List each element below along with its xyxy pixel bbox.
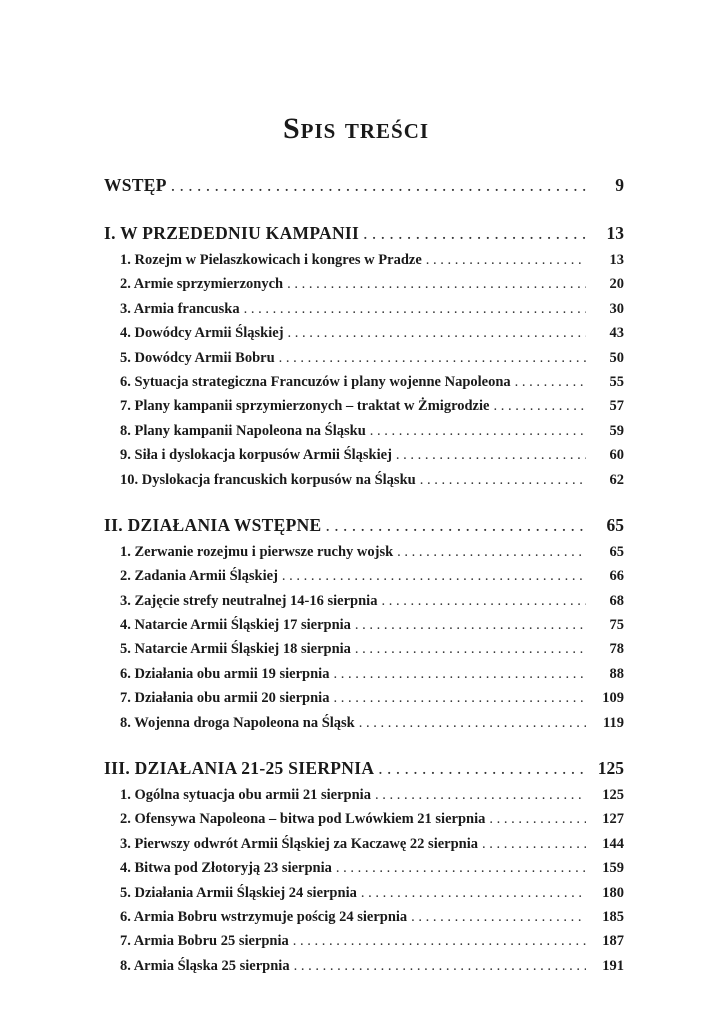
toc-entry — [104, 881, 624, 905]
toc-chapter — [104, 753, 624, 783]
toc-entry-label: 3. Zajęcie strefy neutralnej 14-16 sierpnia — [120, 592, 378, 609]
toc-entry-page: 66 — [609, 568, 624, 585]
leader-dots — [244, 297, 586, 321]
toc-chapter-label: II. DZIAŁANIA WSTĘPNE — [104, 514, 322, 535]
leader-dots — [355, 637, 586, 661]
toc-entry-page: 144 — [602, 835, 624, 852]
toc-entry-label: 5. Dowódcy Armii Bobru — [120, 349, 275, 366]
toc-entry — [104, 272, 624, 296]
toc-chapters — [104, 218, 624, 978]
toc-entry — [104, 856, 624, 880]
table-of-contents — [104, 170, 624, 978]
toc-entry — [104, 929, 624, 953]
leader-dots — [375, 783, 586, 807]
toc-entry — [104, 419, 624, 443]
leader-dots — [294, 954, 586, 978]
leader-dots — [411, 905, 586, 929]
toc-entry — [104, 443, 624, 467]
toc-entry-page: 59 — [609, 422, 624, 439]
toc-entry-label: 2. Armie sprzymierzonych — [120, 276, 284, 293]
toc-entry-label: 4. Dowódcy Armii Śląskiej — [120, 325, 284, 342]
toc-entry — [104, 954, 624, 978]
toc-entry — [104, 589, 624, 613]
toc-entry-label: 9. Siła i dyslokacja korpusów Armii Śląskiej — [120, 447, 392, 464]
toc-entry — [104, 905, 624, 929]
leader-dots — [359, 711, 586, 735]
leader-dots — [397, 540, 586, 564]
toc-entry-page: 55 — [609, 373, 624, 390]
toc-entry-label: 4. Natarcie Armii Śląskiej 17 sierpnia — [120, 617, 351, 634]
page-title: Spis treści — [282, 112, 430, 145]
leader-dots — [363, 218, 586, 248]
toc-entry — [104, 468, 624, 492]
leader-dots — [420, 468, 586, 492]
toc-entry — [104, 613, 624, 637]
toc-entry-page: 65 — [609, 543, 624, 560]
leader-dots — [171, 170, 586, 200]
toc-entry-label: 6. Działania obu armii 19 sierpnia — [120, 665, 330, 682]
toc-entry-page: 119 — [603, 714, 624, 731]
toc-entry-label: 7. Armia Bobru 25 sierpnia — [120, 933, 289, 950]
toc-intro-page: 9 — [615, 175, 624, 195]
toc-entry-label: 3. Armia francuska — [120, 300, 240, 317]
toc-entry-page: 57 — [609, 398, 624, 415]
toc-entry-label: 1. Zerwanie rozejmu i pierwsze ruchy wojsk — [120, 543, 394, 560]
leader-dots — [370, 419, 586, 443]
toc-entry — [104, 832, 624, 856]
leader-dots — [293, 929, 586, 953]
toc-entry-label: 4. Bitwa pod Złotoryją 23 sierpnia — [120, 860, 332, 877]
toc-entry-page: 185 — [602, 908, 624, 925]
toc-entry-page: 75 — [609, 617, 624, 634]
toc-entry-page: 159 — [602, 860, 624, 877]
toc-entry-page: 125 — [602, 787, 624, 804]
toc-entry-label: 6. Armia Bobru wstrzymuje pościg 24 sierpnia — [120, 908, 408, 925]
leader-dots — [381, 589, 586, 613]
toc-entry-label: 5. Natarcie Armii Śląskiej 18 sierpnia — [120, 641, 351, 658]
toc-chapter-label: I. W PRZEDEDNIU KAMPANII — [104, 223, 360, 243]
toc-entry — [104, 540, 624, 564]
toc-entry-page: 20 — [609, 276, 624, 293]
toc-entry — [104, 807, 624, 831]
toc-entry — [104, 662, 624, 686]
toc-entry-label: 7. Działania obu armii 20 sierpnia — [120, 690, 330, 707]
leader-dots — [378, 753, 586, 783]
leader-dots — [287, 272, 586, 296]
toc-entry-page: 50 — [609, 349, 624, 366]
toc-entry-page: 43 — [609, 325, 624, 342]
leader-dots — [489, 807, 586, 831]
toc-entry-label: 1. Rozejm w Pielaszkowicach i kongres w Pradze — [120, 252, 422, 268]
toc-entry-label: 7. Plany kampanii sprzymierzonych – traktat w Żmigrodzie — [120, 398, 490, 415]
leader-dots — [288, 321, 586, 345]
toc-entry-page: 109 — [602, 690, 624, 707]
leader-dots — [482, 832, 586, 856]
toc-entry — [104, 637, 624, 661]
toc-entry — [104, 321, 624, 345]
toc-entry-page: 187 — [602, 933, 624, 950]
toc-entry — [104, 370, 624, 394]
toc-entry-label: 1. Ogólna sytuacja obu armii 21 sierpnia — [120, 787, 371, 804]
leader-dots — [336, 856, 586, 880]
leader-dots — [326, 510, 587, 540]
leader-dots — [361, 881, 586, 905]
toc-entry — [104, 248, 624, 272]
toc-entry-label: 8. Plany kampanii Napoleona na Śląsku — [120, 422, 366, 439]
leader-dots — [396, 443, 586, 467]
toc-entry-label: 8. Wojenna droga Napoleona na Śląsk — [120, 714, 355, 731]
toc-entry-page: 13 — [609, 252, 624, 268]
leader-dots — [282, 564, 586, 588]
toc-entry — [104, 297, 624, 321]
toc-entry-page: 60 — [609, 447, 624, 464]
toc-chapter — [104, 510, 624, 540]
leader-dots — [279, 346, 586, 370]
leader-dots — [493, 394, 586, 418]
toc-entry-label: 6. Sytuacja strategiczna Francuzów i plany wojenne Napoleona — [120, 373, 511, 390]
toc-entry-label: 8. Armia Śląska 25 sierpnia — [120, 957, 290, 974]
toc-entry — [104, 394, 624, 418]
toc-entry-page: 68 — [609, 592, 624, 609]
toc-entry — [104, 346, 624, 370]
toc-chapter — [104, 218, 624, 248]
leader-dots — [333, 662, 586, 686]
toc-entry-page: 191 — [602, 957, 624, 974]
toc-entry-page: 62 — [609, 471, 624, 488]
toc-intro-label: WSTĘP — [104, 175, 167, 195]
toc-entry-label: 2. Ofensywa Napoleona – bitwa pod Lwówkiem 21 sierpnia — [120, 811, 486, 828]
toc-entry-page: 180 — [602, 884, 624, 901]
toc-intro — [104, 170, 624, 200]
toc-chapter-page: 65 — [606, 514, 624, 535]
toc-entry-page: 30 — [609, 300, 624, 317]
toc-entry-label: 2. Zadania Armii Śląskiej — [120, 568, 278, 585]
toc-entry-label: 5. Działania Armii Śląskiej 24 sierpnia — [120, 884, 357, 901]
toc-chapter-page: 13 — [606, 223, 624, 243]
toc-entry-page: 78 — [609, 641, 624, 658]
toc-entry-label: 3. Pierwszy odwrót Armii Śląskiej za Kaczawę 22 sierpnia — [120, 835, 479, 852]
toc-entry — [104, 686, 624, 710]
toc-chapter-label: III. DZIAŁANIA 21-25 SIERPNIA — [104, 758, 375, 779]
leader-dots — [333, 686, 586, 710]
toc-entry — [104, 564, 624, 588]
toc-entry-label: 10. Dyslokacja francuskich korpusów na Śląsku — [120, 471, 416, 488]
leader-dots — [355, 613, 586, 637]
leader-dots — [426, 248, 586, 272]
toc-entry-page: 88 — [609, 665, 624, 682]
toc-chapter-page: 125 — [597, 758, 624, 779]
leader-dots — [515, 370, 586, 394]
toc-entry-page: 127 — [602, 811, 624, 828]
toc-entry — [104, 711, 624, 735]
toc-entry — [104, 783, 624, 807]
